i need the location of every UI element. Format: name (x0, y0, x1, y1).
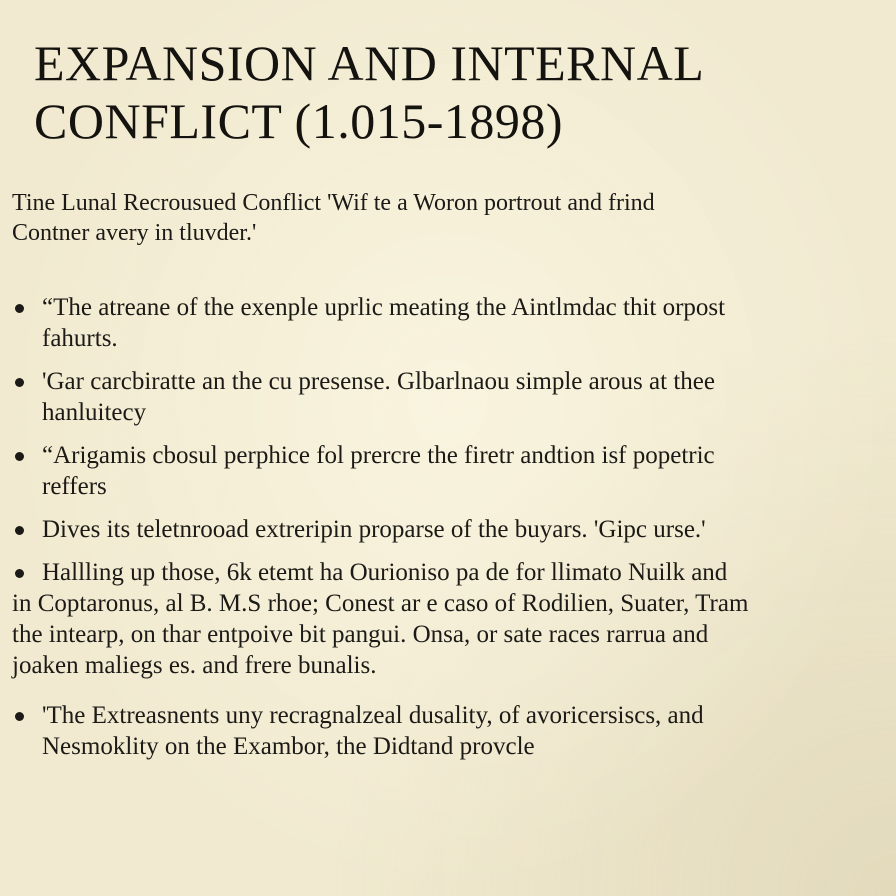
bullet-text: reffers (42, 473, 107, 500)
bullet-text: fahurts. (42, 325, 118, 352)
bullet-item (12, 514, 882, 545)
bullet-dot-icon (15, 569, 24, 578)
bullet-text: Dives its teletnrooad extreripin proparse of the buyars. 'Gipc urse.' (42, 516, 706, 543)
intro-line-1: Tine Lunal Recrousued Conflict 'Wif te a Woron portrout and frind (12, 190, 655, 216)
title-line-1: EXPANSION AND INTERNAL (34, 35, 705, 91)
bullet-text: “The atreane of the exenple uprlic meating the Aintlmdac thit orpost (42, 294, 726, 321)
bullet-text: the intearp, on thar entpoive bit pangui. Onsa, or sate races rarrua and (12, 621, 709, 648)
bullet-text: Hallling up those, 6k etemt ha Ourioniso pa de for llimato Nuilk and (42, 559, 728, 586)
bullet-text: Nesmoklity on the Exambor, the Didtand provcle (42, 733, 535, 760)
intro-paragraph (12, 188, 872, 248)
bullet-text: hanluitecy (42, 399, 147, 426)
bullet-text: 'The Extreasnents uny recragnalzeal dusality, of avoricersiscs, and (42, 702, 704, 729)
bullet-dot-icon (15, 452, 24, 461)
bullet-item (12, 366, 882, 428)
bullet-text: “Arigamis cbosul perphice fol prercre the firetr andtion isf popetric (42, 442, 715, 469)
bullet-text: joaken maliegs es. and frere bunalis. (12, 652, 377, 679)
page-title (34, 34, 864, 150)
intro-line-2: Contner avery in tluvder.' (12, 220, 257, 246)
bullet-dot-icon (15, 526, 24, 535)
title-line-2: CONFLICT (1.015-1898) (34, 93, 564, 149)
bullet-item (12, 557, 882, 681)
bullet-list (12, 292, 882, 760)
bullet-dot-icon (15, 304, 24, 313)
bullet-item (12, 440, 882, 502)
bullet-dot-icon (15, 712, 24, 721)
bullet-item (12, 292, 882, 354)
bullet-dot-icon (15, 378, 24, 387)
bullet-text: 'Gar carcbiratte an the cu presense. Glbarlnaou simple arous at thee (42, 368, 715, 395)
bullet-item (12, 700, 896, 762)
bullet-text: in Coptaronus, al B. M.S rhoe; Conest ar e caso of Rodilien, Suater, Tram (12, 590, 749, 617)
